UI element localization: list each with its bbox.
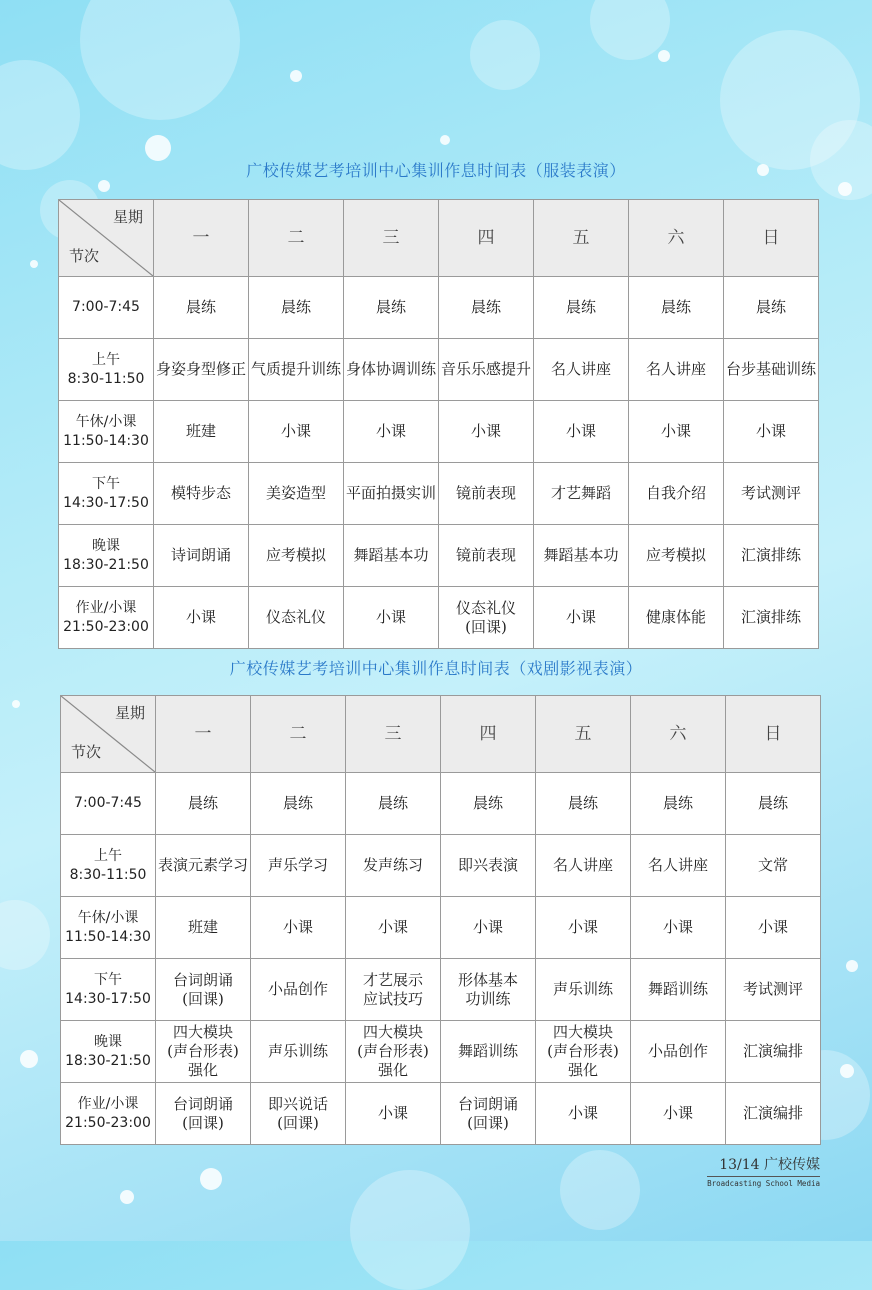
time-slot-cell: 7:00-7:45 bbox=[61, 773, 156, 835]
class-cell: 美姿造型 bbox=[249, 463, 344, 525]
class-cell: 晨练 bbox=[441, 773, 536, 835]
class-cell: 小课 bbox=[344, 401, 439, 463]
class-cell: 汇演排练 bbox=[724, 587, 819, 649]
day-header: 三 bbox=[344, 200, 439, 277]
table-row bbox=[61, 773, 821, 835]
class-cell: 舞蹈基本功 bbox=[344, 525, 439, 587]
day-header: 二 bbox=[251, 696, 346, 773]
class-cell: 气质提升训练 bbox=[249, 339, 344, 401]
class-cell: 表演元素学习 bbox=[156, 835, 251, 897]
time-slot-cell: 作业/小课 21:50-23:00 bbox=[59, 587, 154, 649]
time-slot-cell: 下午 14:30-17:50 bbox=[59, 463, 154, 525]
class-cell: 镜前表现 bbox=[439, 525, 534, 587]
table-row bbox=[59, 463, 819, 525]
day-header: 三 bbox=[346, 696, 441, 773]
time-slot-cell: 下午 14:30-17:50 bbox=[61, 959, 156, 1021]
corner-label-weekday: 星期 bbox=[112, 208, 143, 226]
class-cell: 小课 bbox=[631, 897, 726, 959]
corner-cell bbox=[61, 696, 156, 773]
class-cell: 名人讲座 bbox=[534, 339, 629, 401]
class-cell: 汇演排练 bbox=[724, 525, 819, 587]
class-cell: 自我介绍 bbox=[629, 463, 724, 525]
page-footer bbox=[707, 1154, 820, 1188]
table-row bbox=[61, 1083, 821, 1145]
class-cell: 晨练 bbox=[536, 773, 631, 835]
class-cell: 小课 bbox=[441, 897, 536, 959]
class-cell: 晨练 bbox=[631, 773, 726, 835]
class-cell: 形体基本 功训练 bbox=[441, 959, 536, 1021]
class-cell: 身体协调训练 bbox=[344, 339, 439, 401]
header-row bbox=[61, 696, 821, 773]
table-row bbox=[61, 835, 821, 897]
class-cell: 身姿身型修正 bbox=[154, 339, 249, 401]
class-cell: 名人讲座 bbox=[536, 835, 631, 897]
table-row bbox=[59, 401, 819, 463]
class-cell: 舞蹈训练 bbox=[631, 959, 726, 1021]
day-header: 一 bbox=[154, 200, 249, 277]
time-slot-cell: 作业/小课 21:50-23:00 bbox=[61, 1083, 156, 1145]
class-cell: 即兴表演 bbox=[441, 835, 536, 897]
page-number: 13/14 广校传媒 bbox=[719, 1157, 820, 1173]
class-cell: 小课 bbox=[534, 587, 629, 649]
table-row bbox=[59, 587, 819, 649]
day-header: 二 bbox=[249, 200, 344, 277]
class-cell: 台词朗诵 (回课) bbox=[156, 1083, 251, 1145]
day-header: 六 bbox=[631, 696, 726, 773]
schedule-table-fashion bbox=[58, 199, 819, 649]
class-cell: 健康体能 bbox=[629, 587, 724, 649]
class-cell: 台步基础训练 bbox=[724, 339, 819, 401]
day-header: 四 bbox=[441, 696, 536, 773]
class-cell: 小课 bbox=[534, 401, 629, 463]
class-cell: 诗词朗诵 bbox=[154, 525, 249, 587]
class-cell: 小品创作 bbox=[251, 959, 346, 1021]
class-cell: 班建 bbox=[156, 897, 251, 959]
class-cell: 声乐学习 bbox=[251, 835, 346, 897]
corner-label-period: 节次 bbox=[69, 247, 100, 265]
table-row bbox=[59, 525, 819, 587]
class-cell: 小课 bbox=[726, 897, 821, 959]
class-cell: 小课 bbox=[629, 401, 724, 463]
class-cell: 小课 bbox=[251, 897, 346, 959]
day-header: 日 bbox=[724, 200, 819, 277]
schedule-table-drama bbox=[60, 695, 821, 1145]
day-header: 四 bbox=[439, 200, 534, 277]
class-cell: 汇演编排 bbox=[726, 1021, 821, 1083]
day-header: 一 bbox=[156, 696, 251, 773]
time-slot-cell: 晚课 18:30-21:50 bbox=[61, 1021, 156, 1083]
class-cell: 才艺展示 应试技巧 bbox=[346, 959, 441, 1021]
class-cell: 晨练 bbox=[251, 773, 346, 835]
class-cell: 镜前表现 bbox=[439, 463, 534, 525]
class-cell: 晨练 bbox=[346, 773, 441, 835]
class-cell: 台词朗诵 (回课) bbox=[156, 959, 251, 1021]
day-header: 五 bbox=[534, 200, 629, 277]
class-cell: 小课 bbox=[536, 1083, 631, 1145]
schedule-title-fashion: 广校传媒艺考培训中心集训作息时间表（服装表演） bbox=[246, 161, 626, 180]
class-cell: 文常 bbox=[726, 835, 821, 897]
class-cell: 班建 bbox=[154, 401, 249, 463]
class-cell: 考试测评 bbox=[726, 959, 821, 1021]
table-row bbox=[61, 1021, 821, 1083]
class-cell: 晨练 bbox=[534, 277, 629, 339]
class-cell: 晨练 bbox=[629, 277, 724, 339]
day-header: 五 bbox=[536, 696, 631, 773]
class-cell: 模特步态 bbox=[154, 463, 249, 525]
time-slot-cell: 午休/小课 11:50-14:30 bbox=[61, 897, 156, 959]
class-cell: 小课 bbox=[536, 897, 631, 959]
class-cell: 晨练 bbox=[154, 277, 249, 339]
class-cell: 晨练 bbox=[156, 773, 251, 835]
brand-english-name: Broadcasting School Media bbox=[707, 1179, 820, 1188]
time-slot-cell: 午休/小课 11:50-14:30 bbox=[59, 401, 154, 463]
class-cell: 考试测评 bbox=[724, 463, 819, 525]
class-cell: 小课 bbox=[724, 401, 819, 463]
table-row bbox=[59, 339, 819, 401]
class-cell: 名人讲座 bbox=[631, 835, 726, 897]
corner-label-weekday: 星期 bbox=[114, 704, 145, 722]
corner-cell bbox=[59, 200, 154, 277]
class-cell: 小课 bbox=[346, 1083, 441, 1145]
header-row bbox=[59, 200, 819, 277]
class-cell: 晨练 bbox=[344, 277, 439, 339]
class-cell: 小课 bbox=[344, 587, 439, 649]
class-cell: 小课 bbox=[154, 587, 249, 649]
table-row bbox=[61, 897, 821, 959]
class-cell: 平面拍摄实训 bbox=[344, 463, 439, 525]
corner-label-period: 节次 bbox=[71, 743, 102, 761]
class-cell: 即兴说话 (回课) bbox=[251, 1083, 346, 1145]
class-cell: 晨练 bbox=[439, 277, 534, 339]
class-cell: 舞蹈训练 bbox=[441, 1021, 536, 1083]
class-cell: 晨练 bbox=[724, 277, 819, 339]
class-cell: 晨练 bbox=[249, 277, 344, 339]
table-row bbox=[61, 959, 821, 1021]
class-cell: 四大模块 (声台形表) 强化 bbox=[346, 1021, 441, 1083]
class-cell: 仪态礼仪 (回课) bbox=[439, 587, 534, 649]
class-cell: 小课 bbox=[249, 401, 344, 463]
class-cell: 声乐训练 bbox=[251, 1021, 346, 1083]
class-cell: 声乐训练 bbox=[536, 959, 631, 1021]
class-cell: 汇演编排 bbox=[726, 1083, 821, 1145]
class-cell: 才艺舞蹈 bbox=[534, 463, 629, 525]
class-cell: 仪态礼仪 bbox=[249, 587, 344, 649]
class-cell: 舞蹈基本功 bbox=[534, 525, 629, 587]
table-row bbox=[59, 277, 819, 339]
class-cell: 四大模块 (声台形表) 强化 bbox=[536, 1021, 631, 1083]
class-cell: 发声练习 bbox=[346, 835, 441, 897]
class-cell: 小课 bbox=[346, 897, 441, 959]
day-header: 日 bbox=[726, 696, 821, 773]
class-cell: 小品创作 bbox=[631, 1021, 726, 1083]
class-cell: 应考模拟 bbox=[629, 525, 724, 587]
class-cell: 小课 bbox=[631, 1083, 726, 1145]
class-cell: 应考模拟 bbox=[249, 525, 344, 587]
day-header: 六 bbox=[629, 200, 724, 277]
class-cell: 晨练 bbox=[726, 773, 821, 835]
class-cell: 四大模块 (声台形表) 强化 bbox=[156, 1021, 251, 1083]
class-cell: 小课 bbox=[439, 401, 534, 463]
class-cell: 台词朗诵 (回课) bbox=[441, 1083, 536, 1145]
class-cell: 音乐乐感提升 bbox=[439, 339, 534, 401]
time-slot-cell: 上午 8:30-11:50 bbox=[61, 835, 156, 897]
time-slot-cell: 上午 8:30-11:50 bbox=[59, 339, 154, 401]
footer-divider bbox=[707, 1176, 820, 1177]
schedule-title-drama: 广校传媒艺考培训中心集训作息时间表（戏剧影视表演） bbox=[229, 659, 643, 678]
class-cell: 名人讲座 bbox=[629, 339, 724, 401]
time-slot-cell: 7:00-7:45 bbox=[59, 277, 154, 339]
time-slot-cell: 晚课 18:30-21:50 bbox=[59, 525, 154, 587]
